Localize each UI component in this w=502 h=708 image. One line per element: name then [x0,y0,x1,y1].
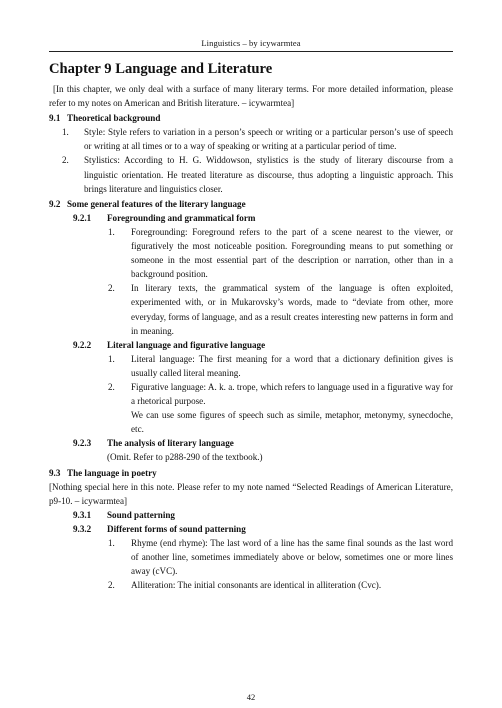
subsection-title: Literal language and figurative language [107,339,266,350]
subsection-title: Sound patterning [107,509,175,520]
list-item [49,153,453,195]
subsection-title: Foregrounding and grammatical form [107,212,256,223]
list-number: 2. [108,283,115,294]
list-text: In literary texts, the grammatical system of the language is often exploited, experimented with, or in Mukarovsky’s words, made to “deviate from other, more everyday, forms of language, and as a result creates interesting new patterns in form and in meaning. [131,283,453,336]
section-title: Some general features of the literary language [67,198,246,209]
page-content [49,60,453,592]
list-text: Alliteration: The initial consonants are identical in alliteration (Cvc). [131,580,382,591]
list-item [49,578,453,592]
list-text: Style: Style refers to variation in a person’s speech or writing or a particular person’s use of speech or writing at all times or to a way of speaking or writing at a particular period of time. [84,127,453,152]
chapter-intro-note: [In this chapter, we only deal with a surface of many literary terms. For more detailed information, please refer to my notes on American and British literature. – icywarmtea] [49,84,453,109]
section-number: 9.2 [49,198,61,209]
list-number: 1. [108,226,115,237]
section-heading-9-3 [49,466,453,480]
header-rule [49,51,453,52]
subsection-heading-9-2-3 [49,436,453,450]
section-heading-9-2 [49,197,453,211]
list-item [49,225,453,281]
subsection-number: 9.3.2 [73,523,92,534]
section-number: 9.3 [49,467,61,478]
subsection-title: Different forms of sound patterning [107,523,246,534]
list-number: 2. [62,155,69,166]
subsection-number: 9.2.2 [73,339,92,350]
section-title: The language in poetry [67,467,157,478]
subsection-heading-9-2-2 [49,338,453,352]
subsection-heading-9-3-1 [49,508,453,522]
section-number: 9.1 [49,113,61,124]
section-title: Theoretical background [67,113,161,124]
list-text: Stylistics: According to H. G. Widdowson, stylistics is the study of literary discourse from a linguistic orientation. He treated literature as discourse, thus adopting a linguistic approach. This brings literature and linguistics closer. [84,155,453,194]
chapter-title: Chapter 9 Language and Literature [49,61,273,77]
list-item [49,125,453,153]
section-heading-9-1 [49,111,453,125]
list-text: Rhyme (end rhyme): The last word of a line has the same final sounds as the last word of another line, sometimes immediately above or below, sometimes one or more lines away (cVC). [131,538,453,577]
page-header: Linguistics – by icywarmtea [201,38,301,48]
list-text: Figurative language: A. k. a. trope, which refers to language used in a figurative way for a rhetorical purpose. [131,381,453,407]
list-item [49,352,453,380]
list-number: 1. [62,127,69,138]
subsection-number: 9.2.1 [73,212,92,223]
subsection-heading-9-2-1 [49,211,453,225]
subsection-title: The analysis of literary language [107,438,234,449]
list-text: Foregrounding: Foreground refers to the part of a scene nearest to the viewer, or figuratively the most noticeable position. Foregrounding means to put something or someone in the most essential part of the description or narration, other than in a background position. [131,226,453,280]
list-item [49,281,453,337]
subsection-number: 9.3.1 [73,509,92,520]
subsection-heading-9-3-2 [49,522,453,536]
poetry-note: [Nothing special here in this note. Please refer to my note named “Selected Readings of American Literature, p9-10. – icywarmtea] [49,481,453,506]
list-item [49,536,453,578]
list-item [49,380,453,408]
list-number: 1. [108,353,115,364]
page-number: 42 [246,692,256,702]
list-text: Literal language: The first meaning for a word that a dictionary definition gives is usually called literal meaning. [131,353,453,378]
list-number: 1. [108,538,115,548]
figures-of-speech-note: We can use some figures of speech such as simile, metaphor, metonymy, synecdoche, etc. [131,410,453,435]
list-number: 2. [108,381,115,392]
subsection-number: 9.2.3 [73,438,92,449]
omit-note: (Omit. Refer to p288-290 of the textbook.) [107,452,263,463]
list-number: 2. [108,580,115,591]
